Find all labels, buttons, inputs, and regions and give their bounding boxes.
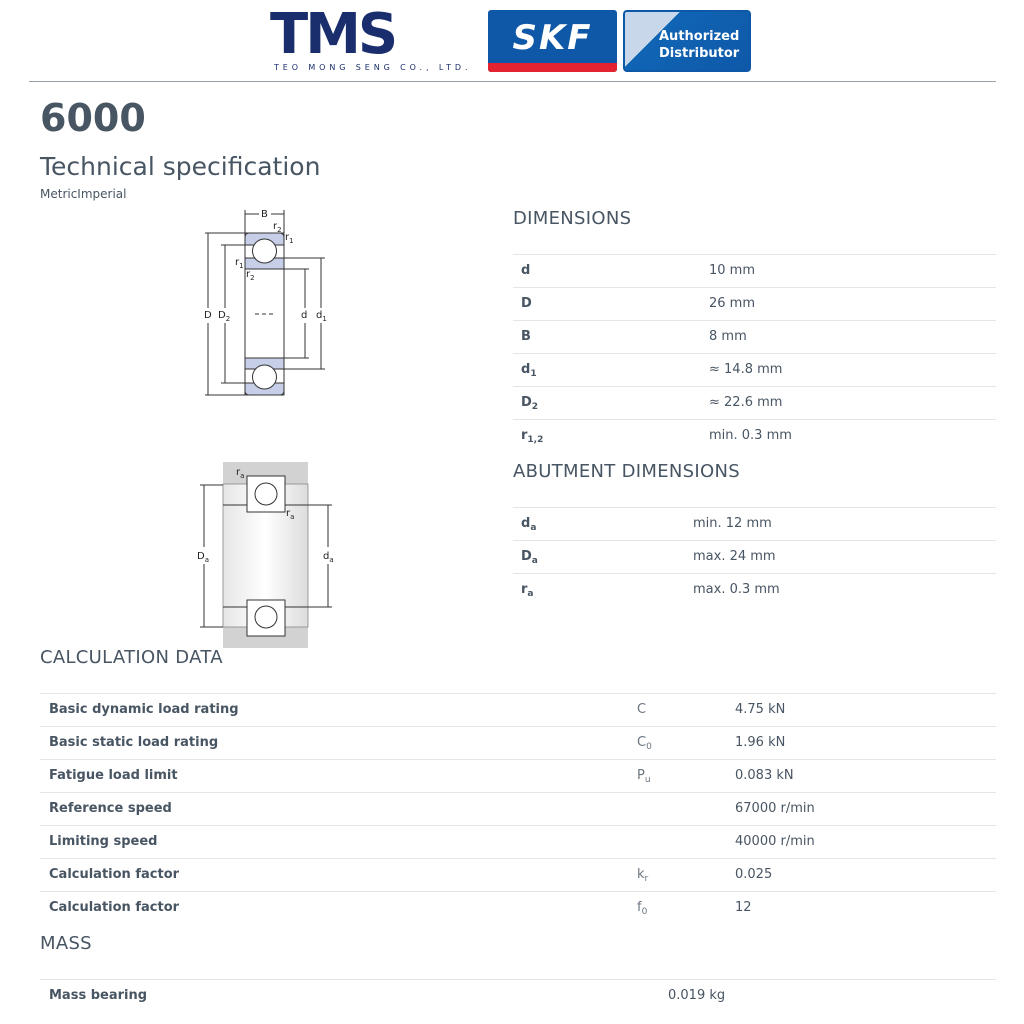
calculation-title: CALCULATION DATA	[40, 647, 223, 668]
dimension-value: max. 0.3 mm	[693, 582, 780, 597]
abutment-drawing	[192, 462, 342, 652]
symbol-subscript: 2	[531, 402, 539, 412]
badge-line-2: Distributor	[659, 46, 740, 61]
mass-title: MASS	[40, 933, 92, 954]
parameter-label: Basic static load rating	[49, 735, 219, 750]
parameter-symbol	[637, 694, 646, 726]
symbol-main: k	[637, 867, 645, 882]
symbol-subscript: a	[527, 589, 534, 599]
skf-logo[interactable]	[488, 10, 617, 72]
table-row	[513, 540, 996, 573]
label-r2-inner: $r_2$	[246, 269, 255, 282]
table-row	[513, 573, 996, 606]
dimension-symbol	[521, 288, 532, 320]
label-ra-inner: $r_a$	[286, 508, 295, 521]
dimension-symbol	[521, 541, 538, 577]
symbol-main: r	[521, 428, 528, 443]
badge-line-1: Authorized	[659, 29, 740, 44]
label-da: $d_a$	[323, 551, 334, 564]
mass-value: 0.019 kg	[668, 988, 726, 1003]
dimension-symbol	[521, 574, 534, 610]
parameter-value: 40000 r/min	[735, 834, 815, 849]
table-row	[40, 759, 996, 792]
table-row	[513, 353, 996, 386]
symbol-subscript: u	[644, 775, 651, 785]
dimension-value: 8 mm	[709, 329, 747, 344]
authorized-distributor-badge	[623, 10, 751, 72]
parameter-label: Calculation factor	[49, 867, 180, 882]
table-row	[40, 858, 996, 891]
table-row	[513, 507, 996, 540]
skf-logo-text: SKF	[512, 18, 593, 58]
parameter-symbol	[637, 727, 652, 763]
table-row	[513, 419, 996, 452]
symbol-subscript: a	[530, 523, 537, 533]
symbol-subscript: 0	[641, 907, 648, 917]
table-row	[40, 891, 996, 924]
dimension-symbol	[521, 508, 536, 544]
bearing-cross-section-drawing	[195, 203, 335, 403]
symbol-subscript: a	[531, 556, 538, 566]
tms-logo[interactable]	[270, 2, 486, 72]
unit-toggle[interactable]: MetricImperial	[40, 187, 127, 201]
dimension-value: min. 12 mm	[693, 516, 772, 531]
label-B: B	[261, 209, 268, 220]
symbol-main: P	[637, 768, 645, 783]
symbol-main: D	[521, 549, 532, 564]
dimension-symbol	[521, 387, 538, 423]
skf-logo-stripe	[488, 63, 617, 72]
dimension-symbol	[521, 420, 543, 456]
symbol-main: D	[521, 395, 532, 410]
symbol-subscript: 0	[646, 742, 652, 752]
parameter-symbol	[637, 859, 648, 895]
symbol-main: r	[521, 582, 528, 597]
symbol-main: D	[521, 296, 532, 311]
parameter-value: 1.96 kN	[735, 735, 786, 750]
dimension-value: ≈ 22.6 mm	[709, 395, 783, 410]
parameter-value: 0.025	[735, 867, 773, 882]
dimension-value: 26 mm	[709, 296, 756, 311]
symbol-subscript: r	[644, 874, 649, 884]
mass-table	[40, 979, 996, 1012]
table-row	[513, 287, 996, 320]
parameter-label: Reference speed	[49, 801, 172, 816]
dimension-symbol	[521, 255, 530, 287]
table-row	[513, 254, 996, 287]
abutment-title: ABUTMENT DIMENSIONS	[513, 461, 740, 482]
table-row	[513, 320, 996, 353]
symbol-subscript: 1	[530, 369, 537, 379]
table-row	[40, 979, 996, 1012]
parameter-value: 4.75 kN	[735, 702, 786, 717]
mass-label: Mass bearing	[49, 988, 148, 1003]
symbol-subscript: 1,2	[527, 435, 544, 445]
calculation-table	[40, 693, 996, 924]
table-row	[40, 825, 996, 858]
table-row	[40, 693, 996, 726]
symbol-main: d	[521, 263, 531, 278]
parameter-label: Limiting speed	[49, 834, 158, 849]
parameter-label: Fatigue load limit	[49, 768, 178, 783]
dimension-value: 10 mm	[709, 263, 756, 278]
label-d1: $d_1$	[316, 310, 327, 323]
label-r1-inner: $r_1$	[235, 257, 244, 270]
tms-logo-text: TMS	[270, 2, 396, 67]
dimension-symbol	[521, 354, 537, 390]
dimensions-table	[513, 254, 996, 452]
site-header	[0, 0, 1024, 82]
header-divider	[29, 81, 996, 82]
abutment-table	[513, 507, 996, 606]
parameter-symbol	[637, 892, 647, 928]
symbol-main: B	[521, 329, 531, 344]
parameter-label: Calculation factor	[49, 900, 180, 915]
symbol-main: C	[637, 702, 647, 717]
label-r2: $r_2$	[273, 221, 282, 234]
parameter-label: Basic dynamic load rating	[49, 702, 239, 717]
parameter-value: 12	[735, 900, 752, 915]
label-Da: $D_a$	[197, 551, 209, 564]
table-row	[513, 386, 996, 419]
label-r1: $r_1$	[285, 232, 294, 245]
tms-company-name: TEO MONG SENG CO., LTD.	[274, 63, 472, 72]
spec-title: Technical specification	[40, 152, 321, 181]
dimension-symbol	[521, 321, 531, 353]
product-designation: 6000	[40, 96, 146, 140]
symbol-main: d	[521, 516, 531, 531]
dimension-value: min. 0.3 mm	[709, 428, 792, 443]
dimension-value: ≈ 14.8 mm	[709, 362, 783, 377]
table-row	[40, 792, 996, 825]
label-D: D	[204, 310, 212, 321]
table-row	[40, 726, 996, 759]
parameter-value: 0.083 kN	[735, 768, 794, 783]
symbol-main: d	[521, 362, 531, 377]
label-D2: $D_2$	[218, 310, 231, 323]
dimensions-title: DIMENSIONS	[513, 208, 632, 229]
badge-text	[659, 28, 739, 62]
label-ra: $r_a$	[236, 467, 245, 480]
symbol-main: f	[637, 900, 642, 915]
label-d: d	[301, 310, 308, 321]
dimension-value: max. 24 mm	[693, 549, 776, 564]
symbol-main: C	[637, 735, 647, 750]
parameter-symbol	[637, 760, 651, 796]
parameter-value: 67000 r/min	[735, 801, 815, 816]
